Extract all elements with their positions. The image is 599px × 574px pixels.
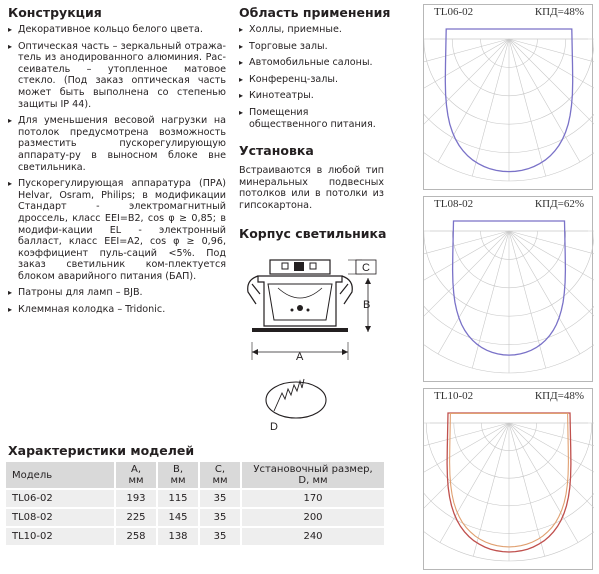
grid-ray <box>424 423 509 521</box>
construction-item: ▸ Патроны для ламп – BJB. <box>8 287 226 299</box>
grid-ray <box>509 231 594 268</box>
cell-b: 145 <box>158 509 198 526</box>
cell-model: TL06-02 <box>6 490 114 507</box>
grid-ray <box>424 423 509 492</box>
grid-ray <box>424 231 509 331</box>
grid-ray <box>509 39 546 176</box>
application-item: ▸ Автомобильные салоны. <box>239 57 389 69</box>
polar-diagram-tl10 <box>423 388 593 570</box>
construction-item: ▸ Декоративное кольцо белого цвета. <box>8 24 226 36</box>
grid-ray <box>472 39 509 176</box>
grid-ray <box>509 39 580 162</box>
grid-ray <box>509 231 594 302</box>
grid-ray <box>473 423 509 556</box>
header-mount-size: Установочный размер, D, мм <box>242 462 384 488</box>
grid-ray <box>509 39 594 139</box>
grid-ray <box>509 231 546 368</box>
grid-ray <box>438 231 509 354</box>
cell-d: 200 <box>242 509 384 526</box>
cell-model: TL08-02 <box>6 509 114 526</box>
grid-ray <box>509 231 580 354</box>
cell-c: 35 <box>200 528 240 545</box>
cell-a: 193 <box>116 490 156 507</box>
grid-ray <box>424 39 509 76</box>
installation-text: Встраиваются в любой тип минеральных подвесных потолков или в потолки из гипсокартона. <box>239 165 384 211</box>
grid-ray <box>472 231 509 368</box>
luminaire-drawing <box>238 248 388 438</box>
cell-a: 225 <box>116 509 156 526</box>
construction-item: ▸ Для уменьшения весовой нагрузки на потолок предусмотрена возможность разместить пускорегулирующую аппарату-ру в выносном блоке вне светильника. <box>8 115 226 173</box>
models-title: Характеристики моделей <box>8 443 195 458</box>
application-list <box>239 24 389 135</box>
cell-model: TL10-02 <box>6 528 114 545</box>
diagram-code: TL06-02 <box>434 6 474 18</box>
label-d: D <box>270 421 278 433</box>
cell-d: 170 <box>242 490 384 507</box>
grid-ray <box>509 423 594 459</box>
header-b: B, мм <box>158 462 198 488</box>
header-c: C, мм <box>200 462 240 488</box>
table-row <box>6 490 384 507</box>
grid-ray <box>509 39 594 76</box>
grid-ray <box>509 423 594 492</box>
grid-ray <box>424 231 509 302</box>
grid-ray <box>509 231 594 331</box>
label-c: C <box>362 262 370 274</box>
grid-ray <box>509 423 545 556</box>
application-item: ▸ Кинотеатры. <box>239 90 389 102</box>
polar-plot <box>424 197 594 383</box>
diagram-efficiency: КПД=62% <box>534 198 584 210</box>
grid-ray <box>509 39 594 110</box>
table-header-row <box>6 462 384 488</box>
construction-item: ▸ Пускорегулирующая аппаратура (ПРА) Helvar, Osram, Philips; в модификации Стандарт - электромагнитный дроссель, класс EEI=B2, cos φ ≥ 0,85; в модифи-кации EL - электронный балласт, класс EEI=A2, cos φ ≥ 0,96, коэффициент пуль-саций <5%. Под заказ светильник ком-плектуется блоком аварийного питания (БАП). <box>8 178 226 282</box>
grid-ray <box>424 423 509 459</box>
cell-c: 35 <box>200 509 240 526</box>
construction-title: Конструкция <box>8 5 102 20</box>
application-item: ▸ Конференц-залы. <box>239 74 389 86</box>
grid-ray <box>424 231 509 268</box>
grid-ray <box>424 39 509 139</box>
application-item: ▸ Холлы, приемные. <box>239 24 389 36</box>
table-row <box>6 509 384 526</box>
header-a: A, мм <box>116 462 156 488</box>
body-title: Корпус светильника <box>239 226 387 241</box>
cell-b: 138 <box>158 528 198 545</box>
models-table <box>4 460 386 547</box>
application-item: ▸ Помещения общественного питания. <box>239 107 389 130</box>
cell-d: 240 <box>242 528 384 545</box>
polar-plot <box>424 389 594 571</box>
application-title: Область применения <box>239 5 391 20</box>
cell-a: 258 <box>116 528 156 545</box>
grid-ray <box>424 39 509 110</box>
diagram-efficiency: КПД=48% <box>534 6 584 18</box>
label-b: B <box>363 299 371 311</box>
diagram-code: TL08-02 <box>434 198 474 210</box>
construction-item: ▸ Оптическая часть – зеркальный отража-тель из анодированного алюминия. Рас-сеиватель – утопленное матовое стекло. (Под заказ оптическая часть может быть выполнена со степенью защиты IP 44). <box>8 41 226 111</box>
grid-ray <box>509 423 594 521</box>
construction-list <box>8 24 226 321</box>
cell-c: 35 <box>200 490 240 507</box>
diagram-efficiency: КПД=48% <box>534 390 584 402</box>
polar-diagram-tl06 <box>423 4 593 190</box>
cell-b: 115 <box>158 490 198 507</box>
polar-plot <box>424 5 594 191</box>
grid-ray <box>438 39 509 162</box>
construction-item: ▸ Клеммная колодка – Tridonic. <box>8 304 226 316</box>
installation-title: Установка <box>239 143 314 158</box>
header-model: Модель <box>6 462 114 488</box>
table-row <box>6 528 384 545</box>
label-a: A <box>296 351 304 363</box>
polar-diagram-tl08 <box>423 196 593 382</box>
diagram-code: TL10-02 <box>434 390 474 402</box>
application-item: ▸ Торговые залы. <box>239 41 389 53</box>
